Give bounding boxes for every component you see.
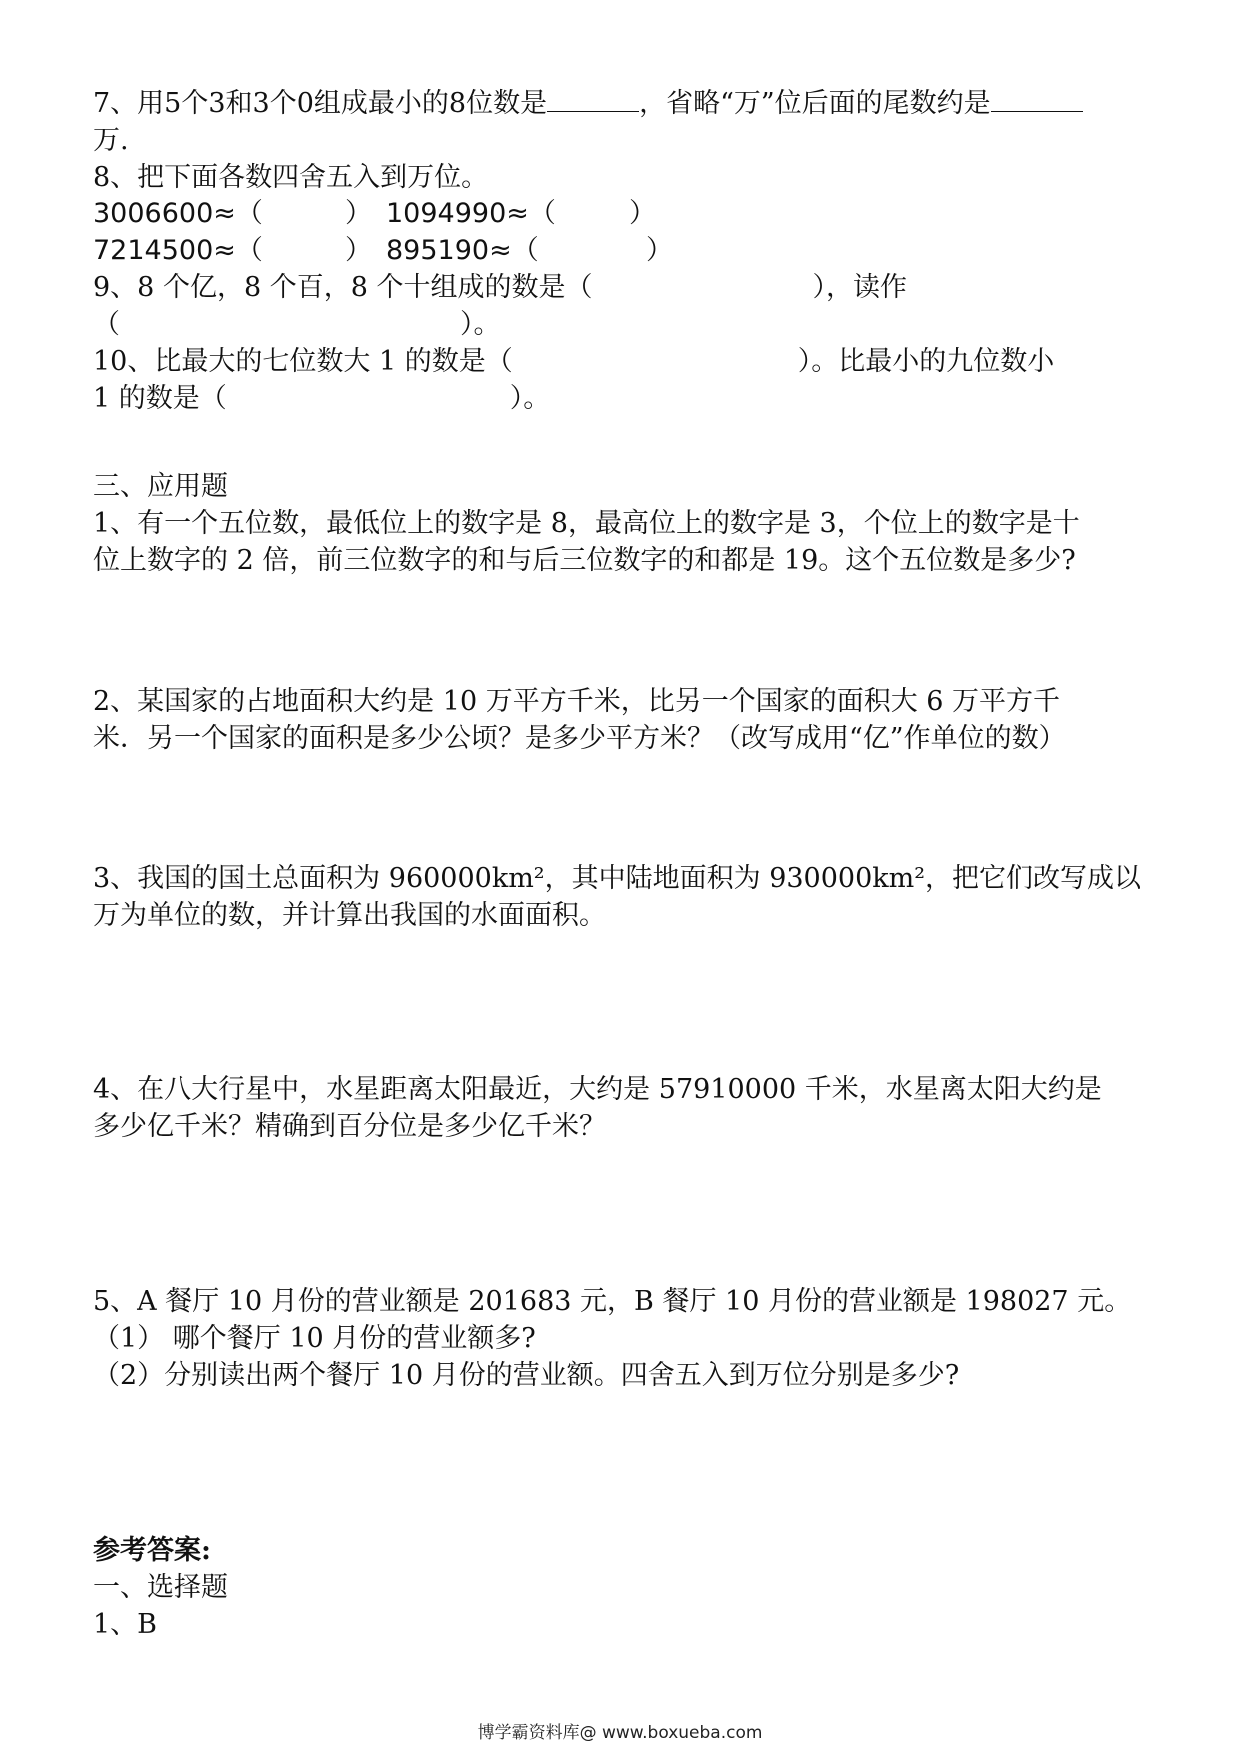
p2-line1: 2、某国家的占地面积大约是 10 万平方千米，比另一个国家的面积大 6 万平方千 — [93, 686, 1061, 717]
q10-line1 — [93, 344, 1054, 380]
p5-line3: （2）分别读出两个餐厅 10 月份的营业额。四舍五入到万位分别是多少? — [93, 1360, 960, 1391]
q7-blank-1[interactable] — [547, 89, 639, 112]
q8-item-3-close: ） — [345, 235, 372, 266]
q7-blank-2[interactable] — [991, 89, 1083, 112]
q7-line2: 万. — [93, 125, 129, 156]
p5-line2: （1） 哪个餐厅 10 月份的营业额多? — [93, 1323, 536, 1354]
p3-line1: 3、我国的国土总面积为 960000km²，其中陆地面积为 930000km²，把它们改写成以 — [93, 863, 1142, 894]
answers-heading: 参考答案: — [93, 1535, 211, 1566]
q9-mid: ），读作 — [812, 272, 907, 303]
q7-mid: ，省略“万”位后面的尾数约是 — [639, 88, 991, 119]
q7-line1 — [93, 86, 1083, 122]
q10-line2 — [93, 381, 550, 417]
section3-heading: 三、应用题 — [93, 471, 228, 502]
q9-open: （ — [93, 309, 120, 340]
q9-prefix: 9、8 个亿，8 个百，8 个十组成的数是（ — [93, 272, 593, 303]
p1-line1: 1、有一个五位数，最低位上的数字是 8，最高位上的数字是 3，个位上的数字是十 — [93, 508, 1080, 539]
footer-watermark: 博学霸资料库@ www.boxueba.com — [477, 1723, 763, 1743]
q7-prefix: 7、用5个3和3个0组成最小的8位数是 — [93, 88, 548, 119]
p4-line1: 4、在八大行星中，水星距离太阳最近，大约是 57910000 千米，水星离太阳大约是 — [93, 1074, 1102, 1105]
q9-close: ）。 — [460, 309, 501, 340]
q10-mid: ）。比最小的九位数小 — [797, 346, 1055, 377]
q8-item-1-close: ） — [345, 198, 372, 229]
q8-item-4-close: ） — [646, 235, 673, 266]
p4-line2: 多少亿千米？精确到百分位是多少亿千米？ — [93, 1111, 606, 1142]
q10-open: 1 的数是（ — [93, 383, 227, 414]
q8-item-2: 1094990≈（ — [386, 198, 556, 229]
q8-item-4: 895190≈（ — [386, 235, 539, 266]
q8-item-2-close: ） — [629, 198, 656, 229]
p2-line2: 米．另一个国家的面积是多少公顷？是多少平方米？（改写成用“亿”作单位的数） — [93, 723, 1066, 754]
answer-1: 1、B — [93, 1609, 158, 1640]
p1-line2: 位上数字的 2 倍，前三位数字的和与后三位数字的和都是 19。这个五位数是多少? — [93, 545, 1076, 576]
q9-line2 — [93, 307, 501, 343]
p3-line2: 万为单位的数，并计算出我国的水面面积。 — [93, 900, 606, 931]
q8-item-3: 7214500≈（ — [93, 235, 263, 266]
q10-prefix: 10、比最大的七位数大 1 的数是（ — [93, 346, 513, 377]
q10-close: ）。 — [509, 383, 551, 414]
q8-item-1: 3006600≈（ — [93, 198, 263, 229]
q9-line1 — [93, 270, 907, 306]
q8-title: 8、把下面各数四舍五入到万位。 — [93, 162, 489, 193]
answers-section1: 一、选择题 — [93, 1572, 228, 1603]
p5-line1: 5、A 餐厅 10 月份的营业额是 201683 元，B 餐厅 10 月份的营业额是 198027 元。 — [93, 1286, 1132, 1317]
